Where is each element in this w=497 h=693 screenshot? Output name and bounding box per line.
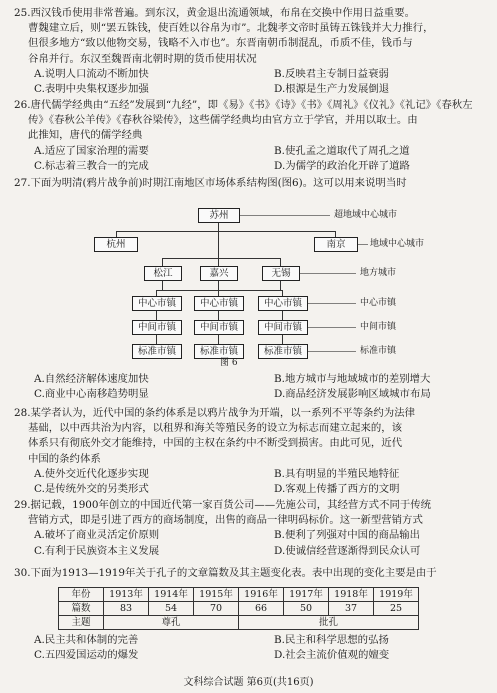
node-middle-town: 中间市镇 bbox=[194, 320, 244, 335]
question-29 bbox=[14, 498, 486, 559]
q30-option-c: C.五四爱国运动的爆发 bbox=[34, 649, 139, 662]
question-25 bbox=[14, 6, 486, 97]
table-header-cell: 1914年 bbox=[149, 588, 194, 602]
connector-line bbox=[218, 231, 219, 267]
table-cell: 37 bbox=[329, 602, 374, 616]
q29-option-a: A.破坏了商业灵活定价原则 bbox=[34, 529, 160, 542]
page-footer: 文科综合试题 第6页(共16页) bbox=[183, 677, 314, 688]
node-center-town: 中心市镇 bbox=[194, 296, 244, 311]
q30-option-b: B.民主和科学思想的弘扬 bbox=[274, 634, 389, 646]
market-structure-diagram bbox=[90, 208, 430, 370]
node-hangzhou: 杭州 bbox=[94, 237, 138, 252]
q29-option-c: C.有利于民族资本主义发展 bbox=[34, 544, 160, 557]
leader-line bbox=[308, 303, 356, 304]
q29-line: 营销方式，即是引进了西方的商场制度，出售的商品一律明码标价。这一新型营销方式 bbox=[28, 514, 423, 527]
node-standard-town: 标准市镇 bbox=[132, 344, 182, 359]
q28-option-d: D.客观上传播了西方的文明 bbox=[274, 483, 400, 496]
connector-line bbox=[280, 280, 281, 290]
q25-option-a: A.说明人口流动不断加快 bbox=[34, 67, 149, 80]
q25-line: 曹魏建立后，则“罢五铢钱，使百姓以谷帛为市”。北魏孝文帝时虽铸五铢钱并大力推行， bbox=[28, 22, 434, 35]
q26-option-a: A.适应了国家治理的需要 bbox=[34, 144, 149, 157]
node-jiaxing: 嘉兴 bbox=[200, 266, 238, 281]
q27-option-b: B.地方城市与地域城市的差别增大 bbox=[274, 373, 431, 385]
connector-line bbox=[162, 258, 280, 259]
question-30-options bbox=[14, 633, 486, 663]
q28-line: 中国的条约体系 bbox=[28, 452, 101, 465]
q28-option-a: A.使外交近代化逐步实现 bbox=[34, 467, 149, 480]
q25-option-b: B.反映君主专制日益衰弱 bbox=[274, 67, 389, 80]
node-nanjing: 南京 bbox=[314, 237, 358, 252]
table-cell: 66 bbox=[239, 602, 284, 616]
q29-option-d: D.使诚信经营逐渐得到民众认可 bbox=[274, 544, 421, 557]
level-label-center: 中心市镇 bbox=[360, 298, 397, 308]
q28-option-c: C.是传统外交的另类形式 bbox=[34, 483, 149, 496]
table-header-cell: 1918年 bbox=[329, 588, 374, 602]
q25-line: 谷帛并行。东汉至魏晋南北朝时期的货币使用状况 bbox=[28, 52, 257, 65]
node-suzhou: 苏州 bbox=[198, 208, 240, 223]
table-cell: 25 bbox=[374, 602, 419, 616]
leader-line bbox=[308, 351, 356, 352]
table-header-cell: 1919年 bbox=[374, 588, 419, 602]
q28-line: 体系只有彻底外交才能维持，中国的主权在条约中不断受到损害。由此可见，近代 bbox=[28, 437, 403, 450]
q25-option-c: C.表明中央集权逐步加强 bbox=[34, 83, 149, 96]
level-label-super: 超地域中心城市 bbox=[334, 210, 398, 220]
question-26 bbox=[14, 98, 486, 174]
table-header-cell: 1913年 bbox=[104, 588, 149, 602]
table-cell: 83 bbox=[104, 602, 149, 616]
q26-option-d: D.为儒学的政治化开辟了道路 bbox=[274, 159, 410, 172]
q25-option-d: D.根源是生产力发展倒退 bbox=[274, 83, 390, 96]
table-header-cell: 1915年 bbox=[194, 588, 239, 602]
level-label-middle: 中间市镇 bbox=[360, 322, 397, 332]
figure-caption: 图 6 bbox=[220, 358, 238, 368]
leader-line bbox=[300, 273, 356, 274]
leader-line bbox=[308, 327, 356, 328]
table-cell: 尊孔 bbox=[104, 616, 239, 630]
table-row-counts bbox=[59, 602, 419, 616]
table-cell: 54 bbox=[149, 602, 194, 616]
table-row-theme bbox=[59, 616, 419, 630]
table-header-cell: 年份 bbox=[59, 588, 104, 602]
connector-line bbox=[162, 280, 163, 290]
article-count-table bbox=[58, 587, 419, 630]
node-songjiang: 松江 bbox=[144, 266, 182, 281]
node-center-town: 中心市镇 bbox=[258, 296, 308, 311]
q27-option-c: C.商业中心南移趋势明显 bbox=[34, 388, 149, 401]
table-header-cell: 1916年 bbox=[239, 588, 284, 602]
question-27-stem bbox=[14, 176, 486, 191]
table-cell: 70 bbox=[194, 602, 239, 616]
question-27-options bbox=[14, 372, 486, 402]
table-cell: 批孔 bbox=[239, 616, 419, 630]
q25-line: 25.西汉钱币使用非常普遍。到东汉，黄金退出流通领域，布帛在交换中作用日益重要。 bbox=[14, 7, 415, 19]
connector-line bbox=[218, 280, 219, 290]
connector-line bbox=[280, 258, 281, 266]
connector-line bbox=[156, 290, 282, 291]
node-standard-town: 标准市镇 bbox=[194, 344, 244, 359]
q29-line: 29.据记载，1900年创立的中国近代第一家百货公司——先施公司，其经营方式不同于传统 bbox=[14, 499, 432, 511]
q30-option-a: A.民主共和体制的完善 bbox=[34, 634, 139, 646]
q27-option-a: A.自然经济解体速度加快 bbox=[34, 373, 149, 385]
node-middle-town: 中间市镇 bbox=[132, 320, 182, 335]
q28-line: 基础，以中西共治为内容，以租界和海关等殖民务的设立为标志而建立起来的，该 bbox=[28, 422, 403, 435]
table-header-cell: 1917年 bbox=[284, 588, 329, 602]
question-30-stem bbox=[14, 566, 486, 581]
q26-option-b: B.使孔孟之道取代了周孔之道 bbox=[274, 144, 410, 157]
node-wuxi: 无锡 bbox=[262, 266, 300, 281]
q26-line: 26.唐代儒学经典由“五经”发展到“九经”，即《易》《书》《诗》《书》《周礼》《仪礼》《礼记》《春秋左 bbox=[14, 99, 473, 111]
q30-stem: 30.下面为1913—1919年关于孔子的文章篇数及其主题变化表。表中出现的变化主要是由于 bbox=[14, 567, 437, 579]
q25-line: 但很多地方“致以他物交易，钱略不入市也”。东晋南朝币制混乱，币质不佳，钱币与 bbox=[28, 37, 413, 50]
q29-option-b: B.便利了列强对中国的商品输出 bbox=[274, 529, 421, 542]
connector-line bbox=[116, 231, 336, 232]
q30-option-d: D.社会主流价值观的嬗变 bbox=[274, 649, 390, 662]
question-28 bbox=[14, 406, 486, 497]
node-standard-town: 标准市镇 bbox=[258, 344, 308, 359]
node-center-town: 中心市镇 bbox=[132, 296, 182, 311]
node-middle-town: 中间市镇 bbox=[258, 320, 308, 335]
leader-line bbox=[240, 215, 330, 216]
leader-line bbox=[358, 244, 368, 245]
q26-line: 传》《春秋公羊传》《春秋谷梁传》，这些儒学经典均由官方立于学官，并用以取士。由 bbox=[28, 114, 418, 127]
level-label-standard: 标准市镇 bbox=[360, 346, 397, 356]
table-row-label: 主题 bbox=[59, 616, 104, 630]
table-row-years bbox=[59, 588, 419, 602]
q28-line: 28.某学者认为，近代中国的条约体系是以鸦片战争为开端，以一系列不平等条约为法律 bbox=[14, 407, 415, 419]
connector-line bbox=[218, 223, 219, 231]
level-label-regional: 地域中心城市 bbox=[370, 239, 425, 249]
connector-line bbox=[162, 258, 163, 266]
q26-line: 此推知，唐代的儒学经典 bbox=[28, 129, 143, 142]
q26-option-c: C.标志着三教合一的完成 bbox=[34, 159, 149, 172]
q27-stem: 27.下面为明清(鸦片战争前)时期江南地区市场体系结构图(图6)。这可以用来说明当时 bbox=[14, 177, 407, 189]
q28-option-b: B.具有明显的半殖民地特征 bbox=[274, 467, 400, 480]
level-label-local: 地方城市 bbox=[360, 268, 397, 278]
table-row-label: 篇数 bbox=[59, 602, 104, 616]
table-cell: 50 bbox=[284, 602, 329, 616]
q27-option-d: D.商品经济发展影响区域城市布局 bbox=[274, 388, 431, 401]
